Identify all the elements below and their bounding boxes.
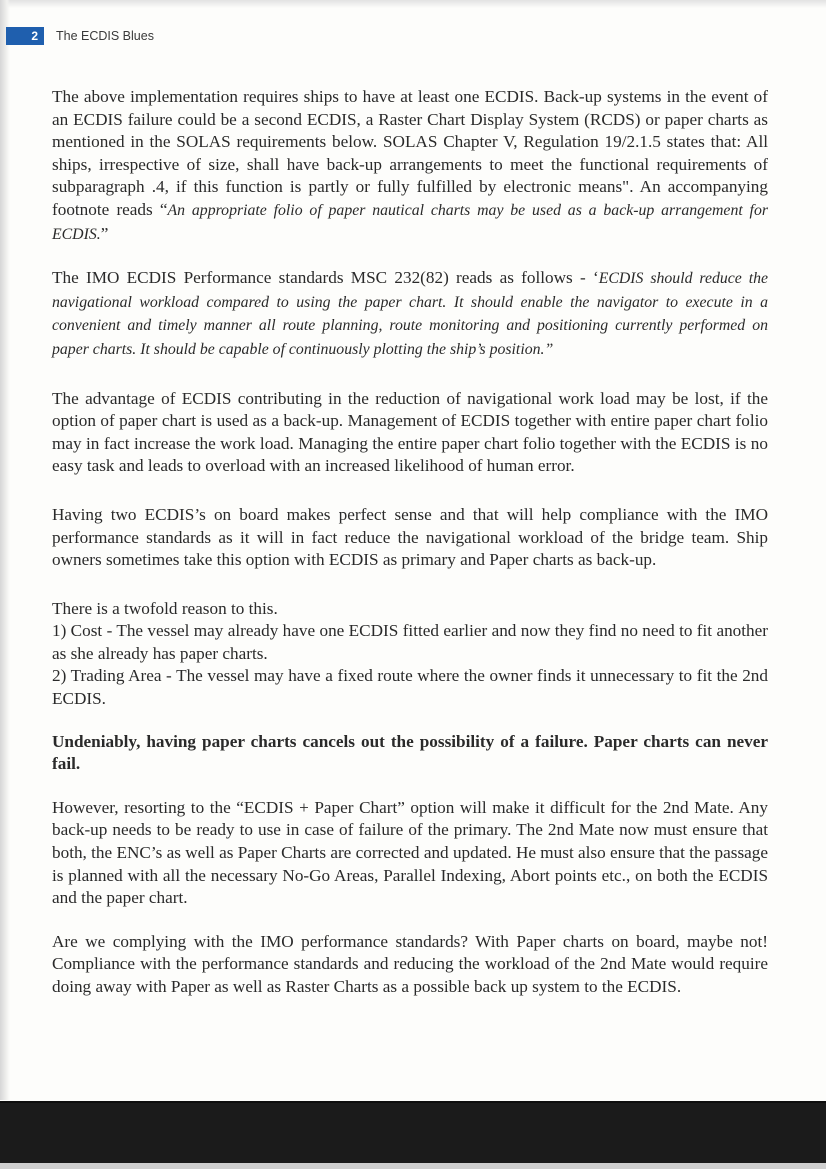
paragraph-backup-systems bbox=[52, 86, 768, 246]
paragraph-emphasis: Undeniably, having paper charts cancels out the possibility of a failure. Paper charts can never fail. bbox=[52, 731, 768, 774]
page-header bbox=[6, 26, 154, 46]
paragraph-text: The IMO ECDIS Performance standards MSC 232(82) reads as follows - ‘ bbox=[52, 268, 599, 288]
paragraph-two-ecdis: Having two ECDIS’s on board makes perfect sense and that will help compliance with the IMO performance standards as it will in fact reduce the navigational workload of the bridge team. Ship owners sometimes take this option with ECDIS as primary and Paper charts as back-up. bbox=[52, 504, 768, 570]
page-number-badge: 2 bbox=[6, 27, 44, 45]
page-top-edge bbox=[0, 0, 826, 8]
footnote-quote: An appropriate folio of paper nautical charts may be used as a back-up arrangement for ECDIS. bbox=[52, 201, 768, 243]
paragraph-twofold-intro: There is a twofold reason to this. bbox=[52, 598, 278, 618]
reason-item-trading-area: 2) Trading Area - The vessel may have a fixed route where the owner finds it unnecessary to fit the 2nd ECDIS. bbox=[52, 666, 768, 709]
paragraph-compliance: Are we complying with the IMO performance standards? With Paper charts on board, maybe not! Compliance with the performance standards and reducing the workload of the 2nd Mate would require doing away with Paper as well as Raster Charts as a possible back up system to the ECDIS. bbox=[52, 931, 768, 996]
running-title: The ECDIS Blues bbox=[56, 29, 154, 43]
page-binding-shadow bbox=[0, 0, 10, 1100]
paragraph-second-mate: However, resorting to the “ECDIS + Paper Chart” option will make it difficult for the 2nd Mate. Any back-up needs to be ready to use in case of failure of the primary. The 2nd Mate now must ensure that both, the ENC’s as well as Paper Charts are corrected and updated. He must also ensure that the passage is planned with all the necessary No-Go Areas, Parallel Indexing, Abort points etc., on both the ECDIS and the paper chart. bbox=[52, 797, 768, 908]
footer-edge bbox=[0, 1163, 826, 1169]
standards-quote: ECDIS should reduce the navigational workload compared to using the paper chart. It should enable the navigator to execute in a convenient and timely manner all route planning, route monitoring and positioning currently performed on paper charts. It should be capable of continuously plotting the ship’s position.” bbox=[52, 270, 768, 358]
footer-band bbox=[0, 1101, 826, 1165]
article-body bbox=[52, 86, 768, 1019]
paragraph-text: The above implementation requires ships to have at least one ECDIS. Back-up systems in the event of an ECDIS failure could be a second ECDIS, a Raster Chart Display System (RCDS) or paper charts as mentioned in the SOLAS requirements below. SOLAS Chapter V, Regulation 19/2.1.5 states that: All ships, irrespective of size, shall have back-up arrangements to meet the functional requirements of subparagraph .4, if this function is partly or fully fulfilled by electronic means". An accompanying footnote reads “ bbox=[52, 87, 768, 219]
quote-close: ” bbox=[100, 223, 109, 243]
paragraph-imo-standards bbox=[52, 267, 768, 361]
reason-item-cost: 1) Cost - The vessel may already have one ECDIS fitted earlier and now they find no need to fit another as she already has paper charts. bbox=[52, 621, 768, 663]
paragraph-workload: The advantage of ECDIS contributing in the reduction of navigational work load may be lost, if the option of paper chart is used as a back-up. Management of ECDIS together with entire paper chart folio may in fact increase the work load. Managing the entire paper chart folio together with the ECDIS is no easy task and leads to overload with an increased likelihood of human error. bbox=[52, 388, 768, 476]
